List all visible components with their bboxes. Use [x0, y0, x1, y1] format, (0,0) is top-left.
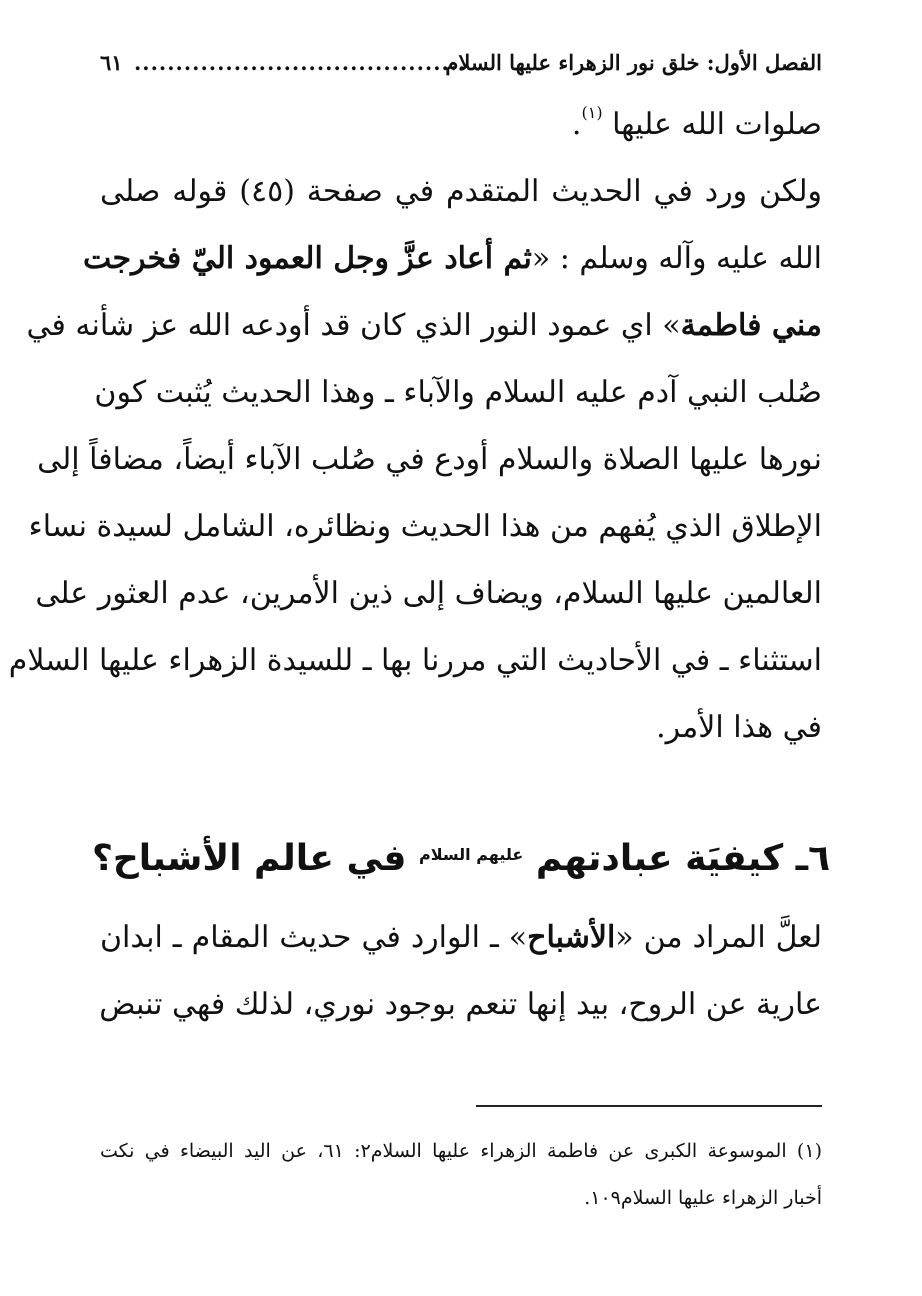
running-header — [100, 44, 822, 84]
body-line: عارية عن الروح، بيد إنها تنعم بوجود نوري، لذلك فهي تنبض — [99, 987, 822, 1022]
body-line: العالمين عليها السلام، ويضاف إلى ذين الأمرين، عدم العثور على — [35, 576, 822, 611]
footnote-line: أخبار الزهراء عليها السلام١٠٩. — [584, 1187, 822, 1209]
body-line: في هذا الأمر. — [656, 710, 822, 745]
quote-bold: ثم أعاد عزَّ وجل العمود اليّ فخرجت — [83, 241, 532, 276]
section-heading: ٦ـ كيفيَة عبادتهم $^{عليهم السلام}$ في عالم الأشباح؟ — [91, 838, 831, 879]
salutation-glyph: عليهم السلام — [418, 845, 524, 864]
body-line: استثناء ـ في الأحاديث التي مررنا بها ـ للسيدة الزهراء عليها السلام — [8, 643, 822, 678]
leader-dots: ........................................ — [134, 50, 467, 75]
footnote-divider — [476, 1105, 822, 1107]
body-line: الإطلاق الذي يُفهم من هذا الحديث ونظائره، الشامل لسيدة نساء — [28, 509, 822, 544]
body-line: صلوات الله عليها $^{(١)}$. — [571, 103, 822, 142]
body-line: ولكن ورد في الحديث المتقدم في صفحة (٤٥) قوله صلى — [100, 174, 822, 209]
page-number: ٦١ — [100, 50, 123, 75]
body-line: صُلب النبي آدم عليه السلام والآباء ـ وهذا الحديث يُثبت كون — [94, 375, 822, 410]
footnote-line: (١) الموسوعة الكبرى عن فاطمة الزهراء عليها السلام٢: ٦١، عن اليد البيضاء في نكت — [100, 1140, 822, 1162]
body-line: نورها عليها الصلاة والسلام أودع في صُلب الآباء أيضاً، مضافاً إلى — [37, 442, 822, 477]
chapter-title: الفصل الأول: خلق نور الزهراء عليها السلام — [445, 50, 822, 75]
body-line: لعلَّ المراد من «الأشباح» ـ الوارد في حديث المقام ـ ابدان — [100, 920, 822, 955]
quote-bold: مني فاطمة — [680, 308, 822, 343]
footnote-marker: (١) — [581, 103, 603, 122]
body-line: الله عليه وآله وسلم : «ثم أعاد عزَّ وجل العمود اليّ فخرجت — [83, 241, 822, 276]
term-bold: الأشباح — [527, 920, 616, 955]
body-line: مني فاطمة» اي عمود النور الذي كان قد أودعه الله عز شأنه في — [26, 308, 822, 343]
